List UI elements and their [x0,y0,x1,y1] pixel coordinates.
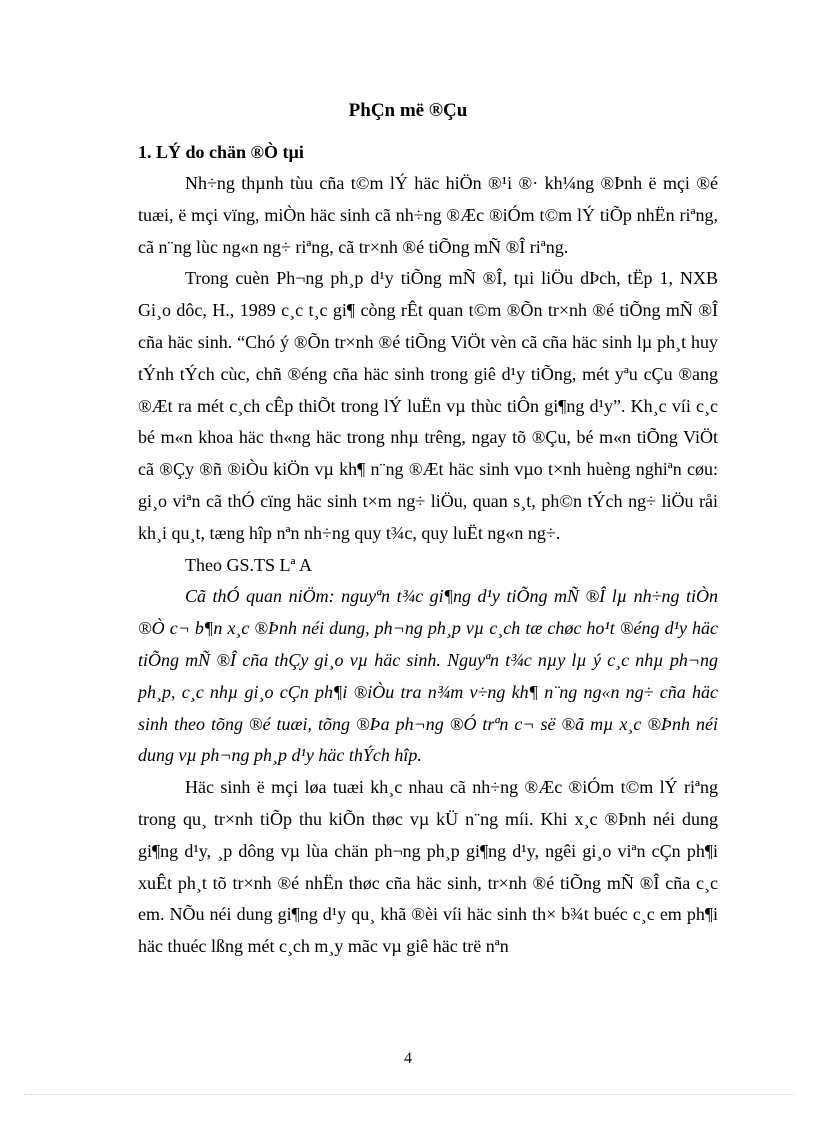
page-title: PhÇn më ®Çu [348,100,468,121]
paragraph-1: Nh÷ng thµnh tùu cña t©m lÝ häc hiÖn ®¹i ®· kh¼ng ®Þnh ë mçi ®é tuæi, ë mçi vïng, miÒn häc sinh cã nh÷ng ®Æc ®iÓm t©m lÝ tiÕp nhËn riªng, cã n¨ng lùc ng«n ng÷ riªng, cã tr×nh ®é tiÕng mÑ ®Î riªng. [138,173,718,257]
paragraph-5: Häc sinh ë mçi løa tuæi kh¸c nhau cã nh÷ng ®Æc ®iÓm t©m lÝ riªng trong qu¸ tr×nh tiÕp thu kiÕn thøc vµ kÜ n¨ng míi. Khi x¸c ®Þnh néi dung gi¶ng d¹y, ¸p dông vµ lùa chän ph¬ng ph¸p gi¶ng d¹y, ngêi gi¸o viªn cÇn ph¶i xuÊt ph¸t tõ tr×nh ®é nhËn thøc cña häc sinh, tr×nh ®é tiÕng mÑ ®Î cña c¸c em. NÕu néi dung gi¶ng d¹y qu¸ khã ®èi víi häc sinh th× b¾t buéc c¸c em ph¶i häc thuéc lßng mét c¸ch m¸y mãc vµ giê häc trë nªn [138,777,718,957]
section-heading: 1. LÝ do chän ®Ò tµi [138,142,304,162]
page-bottom-divider [24,1094,794,1095]
page-number: 4 [404,1050,412,1067]
body-text [138,168,718,963]
paragraph-2: Trong cuèn Ph¬ng ph¸p d¹y tiÕng mÑ ®Î, tµi liÖu dÞch, tËp 1, NXB Gi¸o dôc, H., 1989 c¸c t¸c gi¶ còng rÊt quan t©m ®Õn tr×nh ®é tiÕng mÑ ®Î cña häc sinh. “Chó ý ®Õn tr×nh ®é tiÕng ViÖt vèn cã cña häc sinh lµ ph¸t huy tÝnh tÝch cùc, chñ ®éng cña häc sinh trong giê d¹y tiÕng, mét yªu cÇu ®ang ®Æt ra mét c¸ch cÊp thiÕt trong lÝ luËn vµ thùc tiÔn gi¶ng d¹y”. Kh¸c víi c¸c bé m«n khoa häc th«ng häc trong nhµ trêng, ngay tõ ®Çu, bé m«n tiÕng ViÖt cã ®Çy ®ñ ®iÒu kiÖn vµ kh¶ n¨ng ®Æt häc sinh vµo t×nh huèng nghiªn cøu: gi¸o viªn cã thÓ cïng häc sinh t×m ng÷ liÖu, quan s¸t, ph©n tÝch ng÷ liÖu råi kh¸i qu¸t, tæng hîp nªn nh÷ng quy t¾c, quy luËt ng«n ng÷. [138,268,718,543]
paragraph-4-quote: Cã thÓ quan niÖm: nguyªn t¾c gi¶ng d¹y tiÕng mÑ ®Î lµ nh÷ng tiÒn ®Ò c¬ b¶n x¸c ®Þnh néi dung, ph¬ng ph¸p vµ c¸ch tæ chøc ho¹t ®éng d¹y häc tiÕng mÑ ®Î cña thÇy gi¸o vµ häc sinh. Nguyªn t¾c nµy lµ ý c¸c nhµ ph¬ng ph¸p, c¸c nhµ gi¸o cÇn ph¶i ®iÒu tra n¾m v÷ng kh¶ n¨ng ng«n ng÷ cña häc sinh theo tõng ®é tuæi, tõng ®Þa ph¬ng ®Ó trªn c¬ së ®ã mµ x¸c ®Þnh néi dung vµ ph¬ng ph¸p d¹y häc thÝch hîp. [138,586,718,766]
paragraph-3: Theo GS.TS Lª A [185,554,312,575]
